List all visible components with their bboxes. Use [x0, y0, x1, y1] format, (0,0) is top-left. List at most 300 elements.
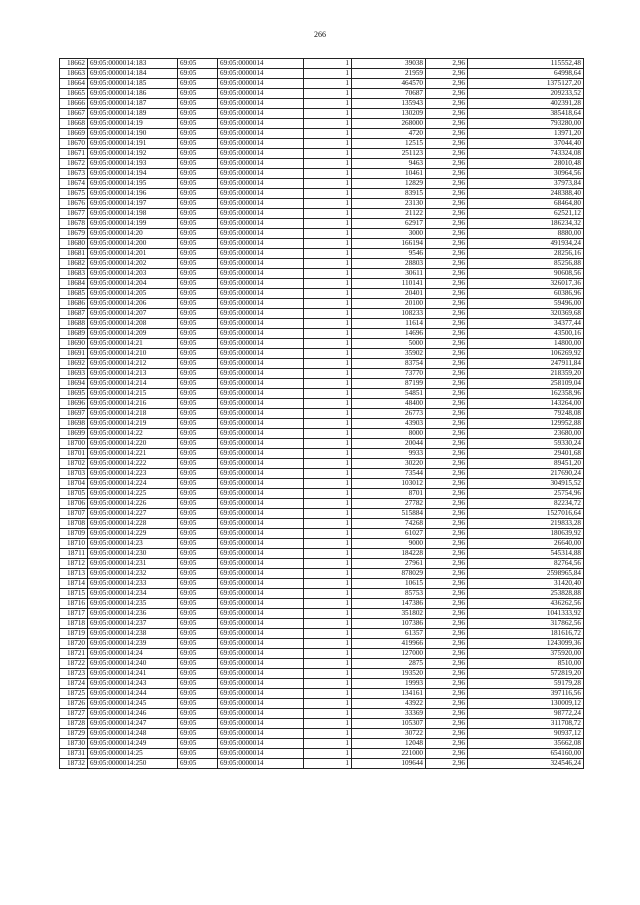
row-number-cell: 18676 [60, 199, 88, 209]
area-cell: 43903 [352, 419, 426, 429]
district-code-cell: 69:05 [178, 419, 218, 429]
cadastral-number-cell: 69:05:0000014:19 [88, 119, 178, 129]
group-code-cell: 1 [304, 589, 352, 599]
area-cell: 73770 [352, 369, 426, 379]
cadastral-value-cell: 545314,88 [468, 549, 584, 559]
table-row [60, 759, 584, 769]
cadastral-value-cell: 59496,00 [468, 299, 584, 309]
area-cell: 108233 [352, 309, 426, 319]
cadastral-number-cell: 69:05:0000014:206 [88, 299, 178, 309]
quarter-number-cell: 69:05:0000014 [218, 739, 304, 749]
cadastral-number-cell: 69:05:0000014:218 [88, 409, 178, 419]
area-cell: 107386 [352, 619, 426, 629]
cadastral-value-cell: 1243099,36 [468, 639, 584, 649]
table-row [60, 219, 584, 229]
district-code-cell: 69:05 [178, 549, 218, 559]
district-code-cell: 69:05 [178, 679, 218, 689]
cadastral-number-cell: 69:05:0000014:238 [88, 629, 178, 639]
cadastral-value-cell: 320369,68 [468, 309, 584, 319]
area-cell: 61357 [352, 629, 426, 639]
cadastral-number-cell: 69:05:0000014:223 [88, 469, 178, 479]
row-number-cell: 18696 [60, 399, 88, 409]
specific-value-cell: 2,96 [426, 449, 468, 459]
area-cell: 30722 [352, 729, 426, 739]
cadastral-number-cell: 69:05:0000014:231 [88, 559, 178, 569]
row-number-cell: 18723 [60, 669, 88, 679]
cadastral-number-cell: 69:05:0000014:207 [88, 309, 178, 319]
cadastral-value-cell: 143264,00 [468, 399, 584, 409]
district-code-cell: 69:05 [178, 499, 218, 509]
table-row [60, 649, 584, 659]
district-code-cell: 69:05 [178, 519, 218, 529]
cadastral-number-cell: 69:05:0000014:25 [88, 749, 178, 759]
district-code-cell: 69:05 [178, 289, 218, 299]
area-cell: 74268 [352, 519, 426, 529]
area-cell: 21959 [352, 69, 426, 79]
specific-value-cell: 2,96 [426, 579, 468, 589]
group-code-cell: 1 [304, 509, 352, 519]
specific-value-cell: 2,96 [426, 259, 468, 269]
row-number-cell: 18712 [60, 559, 88, 569]
group-code-cell: 1 [304, 209, 352, 219]
table-row [60, 659, 584, 669]
area-cell: 110141 [352, 279, 426, 289]
row-number-cell: 18702 [60, 459, 88, 469]
row-number-cell: 18666 [60, 99, 88, 109]
table-row [60, 709, 584, 719]
specific-value-cell: 2,96 [426, 639, 468, 649]
cadastral-value-cell: 64998,64 [468, 69, 584, 79]
cadastral-number-cell: 69:05:0000014:225 [88, 489, 178, 499]
area-cell: 12048 [352, 739, 426, 749]
area-cell: 61027 [352, 529, 426, 539]
quarter-number-cell: 69:05:0000014 [218, 469, 304, 479]
district-code-cell: 69:05 [178, 259, 218, 269]
quarter-number-cell: 69:05:0000014 [218, 609, 304, 619]
quarter-number-cell: 69:05:0000014 [218, 339, 304, 349]
specific-value-cell: 2,96 [426, 539, 468, 549]
cadastral-value-cell: 572819,20 [468, 669, 584, 679]
specific-value-cell: 2,96 [426, 229, 468, 239]
quarter-number-cell: 69:05:0000014 [218, 99, 304, 109]
table-row [60, 339, 584, 349]
district-code-cell: 69:05 [178, 179, 218, 189]
district-code-cell: 69:05 [178, 669, 218, 679]
area-cell: 11614 [352, 319, 426, 329]
table-row [60, 279, 584, 289]
cadastral-number-cell: 69:05:0000014:185 [88, 79, 178, 89]
group-code-cell: 1 [304, 159, 352, 169]
district-code-cell: 69:05 [178, 279, 218, 289]
group-code-cell: 1 [304, 459, 352, 469]
cadastral-number-cell: 69:05:0000014:227 [88, 509, 178, 519]
group-code-cell: 1 [304, 729, 352, 739]
district-code-cell: 69:05 [178, 659, 218, 669]
page-number: 266 [314, 30, 326, 39]
quarter-number-cell: 69:05:0000014 [218, 509, 304, 519]
cadastral-value-cell: 129952,88 [468, 419, 584, 429]
table-row [60, 259, 584, 269]
row-number-cell: 18705 [60, 489, 88, 499]
specific-value-cell: 2,96 [426, 729, 468, 739]
specific-value-cell: 2,96 [426, 379, 468, 389]
quarter-number-cell: 69:05:0000014 [218, 729, 304, 739]
district-code-cell: 69:05 [178, 569, 218, 579]
district-code-cell: 69:05 [178, 239, 218, 249]
cadastral-number-cell: 69:05:0000014:20 [88, 229, 178, 239]
row-number-cell: 18674 [60, 179, 88, 189]
table-row [60, 459, 584, 469]
cadastral-value-cell: 115552,48 [468, 59, 584, 69]
row-number-cell: 18718 [60, 619, 88, 629]
area-cell: 48400 [352, 399, 426, 409]
area-cell: 20100 [352, 299, 426, 309]
cadastral-value-cell: 253828,88 [468, 589, 584, 599]
cadastral-number-cell: 69:05:0000014:219 [88, 419, 178, 429]
area-cell: 21122 [352, 209, 426, 219]
area-cell: 9933 [352, 449, 426, 459]
area-cell: 14696 [352, 329, 426, 339]
cadastral-number-cell: 69:05:0000014:198 [88, 209, 178, 219]
cadastral-value-cell: 30964,56 [468, 169, 584, 179]
row-number-cell: 18724 [60, 679, 88, 689]
quarter-number-cell: 69:05:0000014 [218, 79, 304, 89]
specific-value-cell: 2,96 [426, 419, 468, 429]
specific-value-cell: 2,96 [426, 609, 468, 619]
cadastral-value-cell: 219833,28 [468, 519, 584, 529]
area-cell: 9000 [352, 539, 426, 549]
table-row [60, 89, 584, 99]
area-cell: 878029 [352, 569, 426, 579]
quarter-number-cell: 69:05:0000014 [218, 449, 304, 459]
cadastral-value-cell: 181616,72 [468, 629, 584, 639]
district-code-cell: 69:05 [178, 709, 218, 719]
district-code-cell: 69:05 [178, 729, 218, 739]
specific-value-cell: 2,96 [426, 309, 468, 319]
cadastral-value-cell: 106269,92 [468, 349, 584, 359]
table-row [60, 739, 584, 749]
table-row [60, 699, 584, 709]
cadastral-number-cell: 69:05:0000014:244 [88, 689, 178, 699]
area-cell: 83754 [352, 359, 426, 369]
specific-value-cell: 2,96 [426, 699, 468, 709]
district-code-cell: 69:05 [178, 739, 218, 749]
area-cell: 10615 [352, 579, 426, 589]
table-row [60, 139, 584, 149]
group-code-cell: 1 [304, 439, 352, 449]
row-number-cell: 18720 [60, 639, 88, 649]
group-code-cell: 1 [304, 699, 352, 709]
cadastral-value-cell: 248388,40 [468, 189, 584, 199]
area-cell: 127000 [352, 649, 426, 659]
row-number-cell: 18715 [60, 589, 88, 599]
cadastral-value-cell: 34377,44 [468, 319, 584, 329]
table-row [60, 559, 584, 569]
area-cell: 8000 [352, 429, 426, 439]
quarter-number-cell: 69:05:0000014 [218, 69, 304, 79]
area-cell: 10461 [352, 169, 426, 179]
cadastral-value-cell: 8510,00 [468, 659, 584, 669]
row-number-cell: 18703 [60, 469, 88, 479]
area-cell: 221000 [352, 749, 426, 759]
table-body [60, 59, 584, 769]
quarter-number-cell: 69:05:0000014 [218, 299, 304, 309]
specific-value-cell: 2,96 [426, 399, 468, 409]
quarter-number-cell: 69:05:0000014 [218, 159, 304, 169]
quarter-number-cell: 69:05:0000014 [218, 189, 304, 199]
quarter-number-cell: 69:05:0000014 [218, 649, 304, 659]
quarter-number-cell: 69:05:0000014 [218, 219, 304, 229]
quarter-number-cell: 69:05:0000014 [218, 679, 304, 689]
district-code-cell: 69:05 [178, 639, 218, 649]
area-cell: 134161 [352, 689, 426, 699]
group-code-cell: 1 [304, 89, 352, 99]
cadastral-value-cell: 1527016,64 [468, 509, 584, 519]
district-code-cell: 69:05 [178, 409, 218, 419]
quarter-number-cell: 69:05:0000014 [218, 539, 304, 549]
specific-value-cell: 2,96 [426, 409, 468, 419]
row-number-cell: 18697 [60, 409, 88, 419]
cadastral-value-table [59, 58, 584, 769]
row-number-cell: 18706 [60, 499, 88, 509]
cadastral-number-cell: 69:05:0000014:240 [88, 659, 178, 669]
group-code-cell: 1 [304, 139, 352, 149]
group-code-cell: 1 [304, 309, 352, 319]
district-code-cell: 69:05 [178, 199, 218, 209]
cadastral-value-cell: 1375127,20 [468, 79, 584, 89]
quarter-number-cell: 69:05:0000014 [218, 249, 304, 259]
area-cell: 8701 [352, 489, 426, 499]
group-code-cell: 1 [304, 189, 352, 199]
cadastral-number-cell: 69:05:0000014:221 [88, 449, 178, 459]
group-code-cell: 1 [304, 449, 352, 459]
quarter-number-cell: 69:05:0000014 [218, 419, 304, 429]
cadastral-number-cell: 69:05:0000014:232 [88, 569, 178, 579]
quarter-number-cell: 69:05:0000014 [218, 479, 304, 489]
table-row [60, 329, 584, 339]
specific-value-cell: 2,96 [426, 79, 468, 89]
district-code-cell: 69:05 [178, 529, 218, 539]
table-row [60, 399, 584, 409]
table-row [60, 529, 584, 539]
quarter-number-cell: 69:05:0000014 [218, 699, 304, 709]
cadastral-number-cell: 69:05:0000014:192 [88, 149, 178, 159]
specific-value-cell: 2,96 [426, 199, 468, 209]
area-cell: 147386 [352, 599, 426, 609]
group-code-cell: 1 [304, 379, 352, 389]
row-number-cell: 18719 [60, 629, 88, 639]
area-cell: 515884 [352, 509, 426, 519]
area-cell: 9546 [352, 249, 426, 259]
cadastral-value-cell: 28010,48 [468, 159, 584, 169]
table-row [60, 639, 584, 649]
group-code-cell: 1 [304, 279, 352, 289]
specific-value-cell: 2,96 [426, 389, 468, 399]
group-code-cell: 1 [304, 479, 352, 489]
area-cell: 9463 [352, 159, 426, 169]
row-number-cell: 18682 [60, 259, 88, 269]
specific-value-cell: 2,96 [426, 339, 468, 349]
group-code-cell: 1 [304, 409, 352, 419]
cadastral-number-cell: 69:05:0000014:204 [88, 279, 178, 289]
area-cell: 193520 [352, 669, 426, 679]
group-code-cell: 1 [304, 149, 352, 159]
district-code-cell: 69:05 [178, 109, 218, 119]
row-number-cell: 18685 [60, 289, 88, 299]
table-row [60, 69, 584, 79]
group-code-cell: 1 [304, 369, 352, 379]
group-code-cell: 1 [304, 709, 352, 719]
area-cell: 20044 [352, 439, 426, 449]
cadastral-value-cell: 317862,56 [468, 619, 584, 629]
table-row [60, 309, 584, 319]
group-code-cell: 1 [304, 659, 352, 669]
group-code-cell: 1 [304, 79, 352, 89]
cadastral-number-cell: 69:05:0000014:197 [88, 199, 178, 209]
table-row [60, 599, 584, 609]
group-code-cell: 1 [304, 329, 352, 339]
table-row [60, 379, 584, 389]
cadastral-value-cell: 79248,08 [468, 409, 584, 419]
quarter-number-cell: 69:05:0000014 [218, 389, 304, 399]
group-code-cell: 1 [304, 609, 352, 619]
table-row [60, 149, 584, 159]
specific-value-cell: 2,96 [426, 349, 468, 359]
quarter-number-cell: 69:05:0000014 [218, 379, 304, 389]
area-cell: 5000 [352, 339, 426, 349]
specific-value-cell: 2,96 [426, 459, 468, 469]
cadastral-value-cell: 90608,56 [468, 269, 584, 279]
specific-value-cell: 2,96 [426, 629, 468, 639]
specific-value-cell: 2,96 [426, 269, 468, 279]
cadastral-value-cell: 397116,56 [468, 689, 584, 699]
area-cell: 62917 [352, 219, 426, 229]
district-code-cell: 69:05 [178, 209, 218, 219]
district-code-cell: 69:05 [178, 219, 218, 229]
table-row [60, 169, 584, 179]
district-code-cell: 69:05 [178, 649, 218, 659]
group-code-cell: 1 [304, 289, 352, 299]
district-code-cell: 69:05 [178, 119, 218, 129]
cadastral-value-cell: 436262,56 [468, 599, 584, 609]
cadastral-value-cell: 491934,24 [468, 239, 584, 249]
cadastral-value-cell: 62521,12 [468, 209, 584, 219]
area-cell: 70687 [352, 89, 426, 99]
district-code-cell: 69:05 [178, 309, 218, 319]
quarter-number-cell: 69:05:0000014 [218, 119, 304, 129]
area-cell: 251123 [352, 149, 426, 159]
row-number-cell: 18721 [60, 649, 88, 659]
table-row [60, 469, 584, 479]
row-number-cell: 18714 [60, 579, 88, 589]
district-code-cell: 69:05 [178, 629, 218, 639]
table-row [60, 719, 584, 729]
cadastral-number-cell: 69:05:0000014:248 [88, 729, 178, 739]
specific-value-cell: 2,96 [426, 119, 468, 129]
cadastral-value-cell: 180639,92 [468, 529, 584, 539]
specific-value-cell: 2,96 [426, 59, 468, 69]
area-cell: 85753 [352, 589, 426, 599]
district-code-cell: 69:05 [178, 59, 218, 69]
cadastral-value-cell: 324546,24 [468, 759, 584, 769]
specific-value-cell: 2,96 [426, 519, 468, 529]
row-number-cell: 18710 [60, 539, 88, 549]
area-cell: 130209 [352, 109, 426, 119]
cadastral-number-cell: 69:05:0000014:212 [88, 359, 178, 369]
area-cell: 12515 [352, 139, 426, 149]
cadastral-number-cell: 69:05:0000014:220 [88, 439, 178, 449]
area-cell: 419966 [352, 639, 426, 649]
quarter-number-cell: 69:05:0000014 [218, 659, 304, 669]
row-number-cell: 18694 [60, 379, 88, 389]
group-code-cell: 1 [304, 59, 352, 69]
quarter-number-cell: 69:05:0000014 [218, 369, 304, 379]
cadastral-number-cell: 69:05:0000014:249 [88, 739, 178, 749]
cadastral-value-cell: 59330,24 [468, 439, 584, 449]
table-row [60, 449, 584, 459]
specific-value-cell: 2,96 [426, 219, 468, 229]
group-code-cell: 1 [304, 529, 352, 539]
table-row [60, 569, 584, 579]
quarter-number-cell: 69:05:0000014 [218, 619, 304, 629]
quarter-number-cell: 69:05:0000014 [218, 289, 304, 299]
row-number-cell: 18671 [60, 149, 88, 159]
quarter-number-cell: 69:05:0000014 [218, 759, 304, 769]
cadastral-number-cell: 69:05:0000014:22 [88, 429, 178, 439]
group-code-cell: 1 [304, 519, 352, 529]
area-cell: 27782 [352, 499, 426, 509]
quarter-number-cell: 69:05:0000014 [218, 499, 304, 509]
specific-value-cell: 2,96 [426, 569, 468, 579]
table-row [60, 319, 584, 329]
group-code-cell: 1 [304, 549, 352, 559]
district-code-cell: 69:05 [178, 719, 218, 729]
table-row [60, 729, 584, 739]
cadastral-number-cell: 69:05:0000014:245 [88, 699, 178, 709]
row-number-cell: 18662 [60, 59, 88, 69]
row-number-cell: 18716 [60, 599, 88, 609]
group-code-cell: 1 [304, 119, 352, 129]
district-code-cell: 69:05 [178, 759, 218, 769]
quarter-number-cell: 69:05:0000014 [218, 629, 304, 639]
quarter-number-cell: 69:05:0000014 [218, 599, 304, 609]
row-number-cell: 18669 [60, 129, 88, 139]
quarter-number-cell: 69:05:0000014 [218, 399, 304, 409]
district-code-cell: 69:05 [178, 379, 218, 389]
cadastral-number-cell: 69:05:0000014:214 [88, 379, 178, 389]
cadastral-value-cell: 35662,08 [468, 739, 584, 749]
area-cell: 19993 [352, 679, 426, 689]
table-row [60, 159, 584, 169]
cadastral-number-cell: 69:05:0000014:241 [88, 669, 178, 679]
row-number-cell: 18711 [60, 549, 88, 559]
row-number-cell: 18677 [60, 209, 88, 219]
table-row [60, 229, 584, 239]
cadastral-number-cell: 69:05:0000014:222 [88, 459, 178, 469]
district-code-cell: 69:05 [178, 69, 218, 79]
row-number-cell: 18688 [60, 319, 88, 329]
cadastral-number-cell: 69:05:0000014:205 [88, 289, 178, 299]
specific-value-cell: 2,96 [426, 649, 468, 659]
quarter-number-cell: 69:05:0000014 [218, 409, 304, 419]
district-code-cell: 69:05 [178, 439, 218, 449]
district-code-cell: 69:05 [178, 99, 218, 109]
table-row [60, 119, 584, 129]
cadastral-number-cell: 69:05:0000014:213 [88, 369, 178, 379]
group-code-cell: 1 [304, 469, 352, 479]
cadastral-number-cell: 69:05:0000014:237 [88, 619, 178, 629]
district-code-cell: 69:05 [178, 399, 218, 409]
